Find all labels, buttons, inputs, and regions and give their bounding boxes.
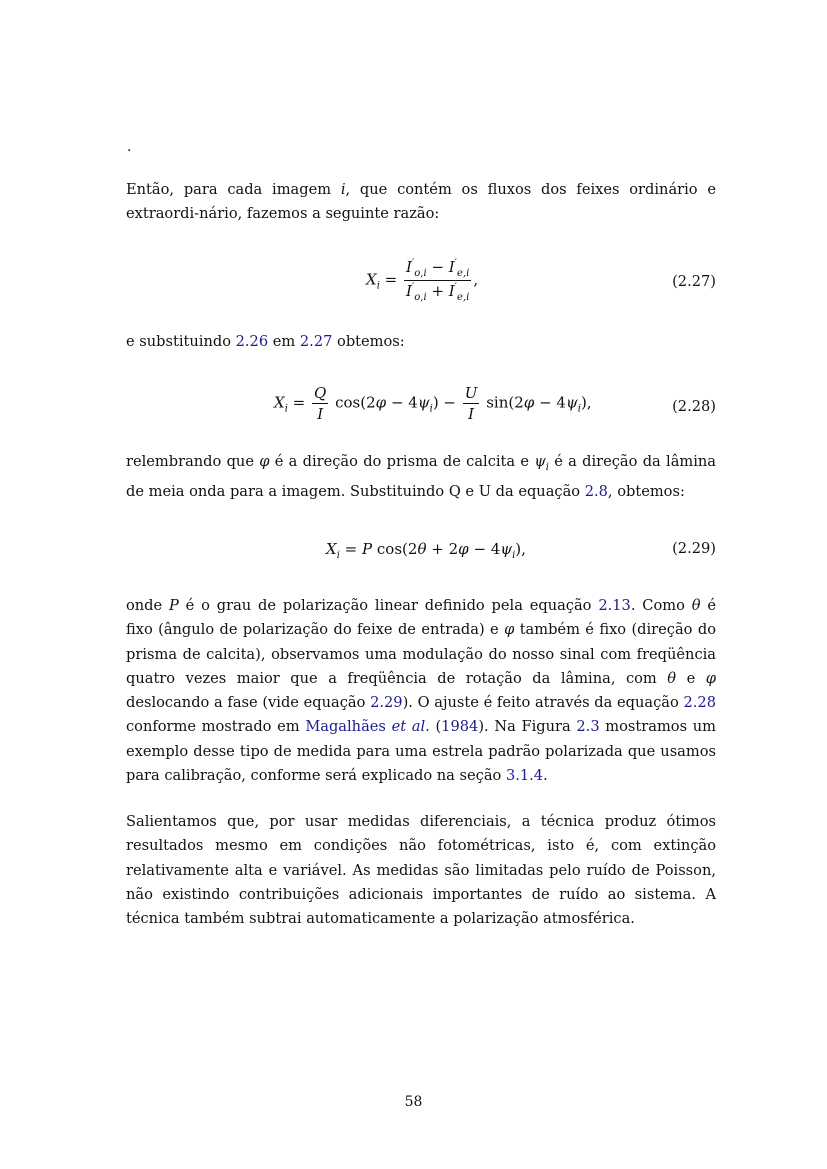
- paragraph-5: Salientamos que, por usar medidas diferenciais, a técnica produz ótimos resultados mesmo em condições não fotométricas, isto é, com extinção relativamente alta e variável. As medidas são limitadas pelo ruído de Poisson, não existindo contribuições adicionais importantes de ruído ao sistema. A técnica também subtrai automaticamente a polarização atmosférica.: [126, 813, 716, 928]
- paragraph-3: relembrando que φ é a direção do prisma de calcita e $\psi_i$ é a direção da lâmina de meia onda para a imagem. Substituindo Q e U da equação 2.8, obtemos:: [126, 453, 716, 501]
- ref-link[interactable]: 2.28: [683, 694, 716, 712]
- equation-body: $X_i = P$ $\cos(2\theta + 2\varphi - 4\psi_i)$,: [326, 540, 526, 561]
- paragraph-4: onde P é o grau de polarização linear definido pela equação 2.13. Como θ é fixo (ângulo de polarização do feixe de entrada) e φ também é fixo (direção do prisma de calcita), observamos uma modulação do nosso sinal com freqüência quatro vezes maior que a freqüência de rotação da lâmina, com θ e φ deslocando a fase (vide equação 2.29). O ajuste é feito através da equação 2.28 conforme mostrado em Magalhães et al. (1984). Na Figura 2.3 mostramos um exemplo desse tipo de medida para uma estrela padrão polarizada que usamos para calibração, conforme será explicado na seção 3.1.4.: [126, 597, 716, 785]
- equation-number: (2.27): [672, 273, 716, 290]
- paragraph-2: e substituindo 2.26 em 2.27 obtemos:: [126, 333, 405, 350]
- ref-link[interactable]: 2.29: [370, 694, 403, 712]
- section-link[interactable]: 3.1.4: [505, 767, 544, 785]
- citation-link[interactable]: Magalhães: [305, 718, 392, 736]
- equation-body: $X_i$ = $\frac{I'_{o,i} - I'_{e,i}}{I'_{o,i} + I'_{e,i}}$ ,: [366, 258, 479, 303]
- equation-2-28: [126, 384, 716, 434]
- paragraph-1: Então, para cada imagem i, que contém os fluxos dos feixes ordinário e extraordi-nário, fazemos a seguinte razão:: [126, 181, 716, 223]
- equation-2-29: [126, 540, 716, 590]
- equation-2-27: [126, 258, 716, 308]
- figure-link[interactable]: 2.3: [576, 718, 600, 736]
- page-number: 58: [404, 1094, 423, 1110]
- equation-number: (2.29): [672, 540, 716, 557]
- stray-mark: .: [127, 139, 132, 155]
- equation-number: (2.28): [672, 398, 716, 415]
- ref-link[interactable]: 2.13: [598, 597, 631, 614]
- equation-body: $X_i$ = $\frac{Q}{I}$ $\cos(2\varphi - 4\psi_i)$ − $\frac{U}{I}$ $\sin(2\varphi - 4\psi_i)$,: [274, 384, 592, 423]
- var-i: i: [340, 181, 346, 198]
- ref-link[interactable]: 2.26: [235, 333, 269, 350]
- ref-link[interactable]: 2.8: [584, 483, 608, 501]
- citation-link[interactable]: 1984: [441, 718, 479, 736]
- citation-link[interactable]: et al.: [391, 718, 430, 736]
- ref-link[interactable]: 2.27: [299, 333, 333, 350]
